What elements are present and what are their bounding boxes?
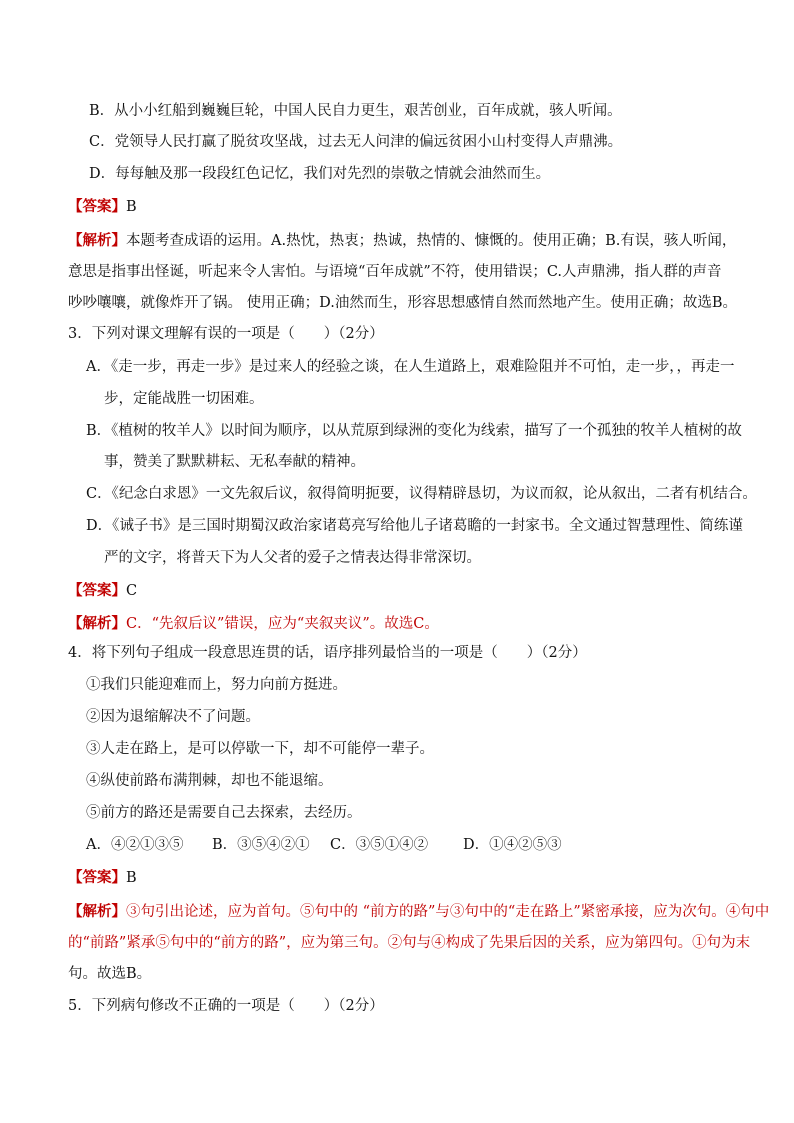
- q2-option-b: B．从小小红船到巍巍巨轮，中国人民自力更生，艰苦创业，百年成就，骇人听闻。: [89, 103, 622, 119]
- analysis-text: ③句引出论述，应为首句。⑤句中的 “前方的路”与③句中的“走在路上”紧密承接，应为次句。④句中: [126, 904, 770, 920]
- q4-stem: 4．将下列句子组成一段意思连贯的话，语序排列最恰当的一项是（ ）（2分）: [68, 645, 587, 661]
- answer-value: C: [126, 583, 138, 599]
- q3-option-b-line-2: 事，赞美了默默耕耘、无私奉献的精神。: [104, 454, 365, 470]
- q4-sentence-4: ④纵使前路布满荆棘，却也不能退缩。: [86, 773, 333, 789]
- q2-option-c: C．党领导人民打赢了脱贫攻坚战，过去无人问津的偏远贫困小山村变得人声鼎沸。: [89, 134, 623, 150]
- q2-option-d: D．每每触及那一段段红色记忆，我们对先烈的崇敬之情就会油然而生。: [89, 166, 551, 182]
- q3-option-d-line-2: 严的文字，将普天下为人父者的爱子之情表达得非常深切。: [104, 550, 481, 566]
- q3-option-a-line-2: 步，定能战胜一切困难。: [104, 391, 264, 407]
- q4-option-d: D．①④②⑤③: [463, 837, 562, 853]
- answer-value: B: [126, 870, 137, 886]
- answer-tag: 【答案】: [68, 582, 126, 599]
- q4-analysis-line-2: 的“前路”紧承⑤句中的“前方的路”，应为第三句。②句与④构成了先果后因的关系，应为第四句。①句为末: [68, 935, 751, 951]
- q4-option-a: A．④②①③⑤: [86, 837, 184, 853]
- q3-stem: 3．下列对课文理解有误的一项是（ ）（2分）: [68, 326, 384, 342]
- q4-analysis-line-1: [68, 902, 769, 922]
- q5-stem: 5．下列病句修改不正确的一项是（ ）（2分）: [68, 998, 384, 1014]
- q4-answer: [68, 868, 137, 888]
- q2-analysis-line-1: [68, 231, 736, 251]
- q3-option-a-line-1: A．《走一步，再走一步》是过来人的经验之谈，在人生道路上，艰难险阻并不可怕，走一步，，再走一: [86, 359, 735, 375]
- q4-analysis-line-3: 句。故选B。: [68, 966, 152, 982]
- q3-option-c: C．《纪念白求恩》一文先叙后议，叙得简明扼要，议得精辟恳切，为议而叙，论从叙出，二者有机结合。: [86, 486, 757, 502]
- q4-sentence-5: ⑤前方的路还是需要自己去探索，去经历。: [86, 805, 362, 821]
- q3-answer: [68, 581, 137, 601]
- q2-analysis-line-3: 吵吵嚷嚷，就像炸开了锅。 使用正确；D.油然而生，形容思想感情自然而然地产生。使用正确；故选B。: [68, 295, 737, 311]
- q4-sentence-3: ③人走在路上，是可以停歇一下，却不可能停一辈子。: [86, 741, 434, 757]
- q3-analysis: [68, 614, 439, 634]
- analysis-tag: 【解析】: [68, 903, 126, 920]
- q4-option-b: B．③⑤④②①: [212, 837, 310, 853]
- q3-option-d-line-1: D．《诫子书》是三国时期蜀汉政治家诸葛亮写给他儿子诸葛瞻的一封家书。全文通过智慧理性、简练谨: [86, 518, 743, 534]
- q3-option-b-line-1: B．《植树的牧羊人》以时间为顺序，以从荒原到绿洲的变化为线索，描写了一个孤独的牧羊人植树的故: [86, 423, 742, 439]
- analysis-text: C．“先叙后议”错误，应为“夹叙夹议”。故选C。: [126, 616, 439, 632]
- analysis-tag: 【解析】: [68, 615, 126, 632]
- answer-value: B: [126, 199, 137, 215]
- q4-option-c: C．③⑤①④②: [330, 837, 429, 853]
- answer-tag: 【答案】: [68, 198, 126, 215]
- q2-answer: [68, 197, 137, 217]
- q4-sentence-1: ①我们只能迎难而上，努力向前方挺进。: [86, 677, 347, 693]
- q2-analysis-line-2: 意思是指事出怪诞，听起来令人害怕。与语境“百年成就”不符，使用错误；C.人声鼎沸，指人群的声音: [68, 264, 722, 280]
- answer-tag: 【答案】: [68, 869, 126, 886]
- analysis-tag: 【解析】: [68, 232, 126, 249]
- q4-sentence-2: ②因为退缩解决不了问题。: [86, 709, 260, 725]
- analysis-text: 本题考查成语的运用。A.热忱，热衷；热诚，热情的、慷慨的。使用正确；B.有误，骇人听闻，: [126, 233, 737, 249]
